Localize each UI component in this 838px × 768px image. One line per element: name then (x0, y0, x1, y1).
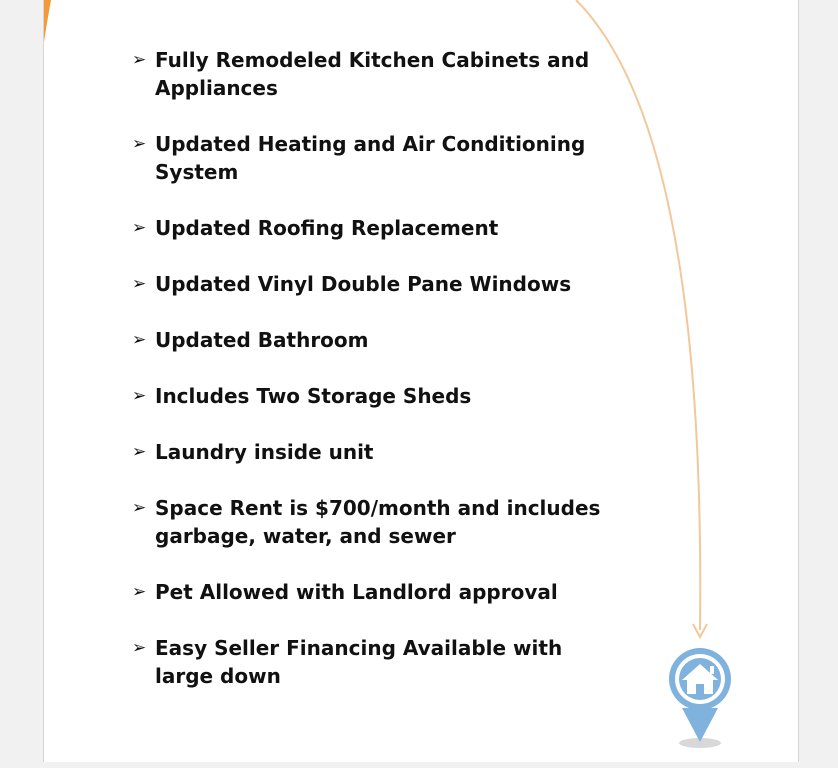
feature-text: Updated Roofing Replacement (155, 216, 499, 240)
feature-item (132, 326, 602, 354)
arrow-bullet-icon: ➢ (132, 330, 147, 350)
home-location-pin-icon (669, 648, 731, 748)
arrow-bullet-icon: ➢ (132, 638, 147, 658)
feature-text: Pet Allowed with Landlord approval (155, 580, 558, 604)
feature-item (132, 46, 602, 102)
arrow-bullet-icon: ➢ (132, 274, 147, 294)
feature-item (132, 438, 602, 466)
document-page (43, 0, 799, 762)
arrow-bullet-icon: ➢ (132, 386, 147, 406)
feature-item (132, 130, 602, 186)
orange-corner-accent (44, 0, 51, 42)
feature-text: Fully Remodeled Kitchen Cabinets and Appliances (155, 48, 590, 100)
feature-item (132, 270, 602, 298)
arrow-bullet-icon: ➢ (132, 442, 147, 462)
feature-text: Updated Bathroom (155, 328, 369, 352)
feature-text: Updated Vinyl Double Pane Windows (155, 272, 572, 296)
arrow-bullet-icon: ➢ (132, 218, 147, 238)
arrow-bullet-icon: ➢ (132, 50, 147, 70)
feature-item (132, 634, 602, 690)
arrow-bullet-icon: ➢ (132, 498, 147, 518)
feature-list (132, 46, 602, 690)
feature-text: Laundry inside unit (155, 440, 374, 464)
feature-item (132, 382, 602, 410)
arrow-bullet-icon: ➢ (132, 134, 147, 154)
feature-text: Includes Two Storage Sheds (155, 384, 472, 408)
feature-text: Updated Heating and Air Conditioning System (155, 132, 586, 184)
arrow-bullet-icon: ➢ (132, 582, 147, 602)
feature-text: Space Rent is $700/month and includes garbage, water, and sewer (155, 496, 601, 548)
feature-item (132, 214, 602, 242)
feature-item (132, 578, 602, 606)
feature-item (132, 494, 602, 550)
feature-text: Easy Seller Financing Available with large down (155, 636, 563, 688)
